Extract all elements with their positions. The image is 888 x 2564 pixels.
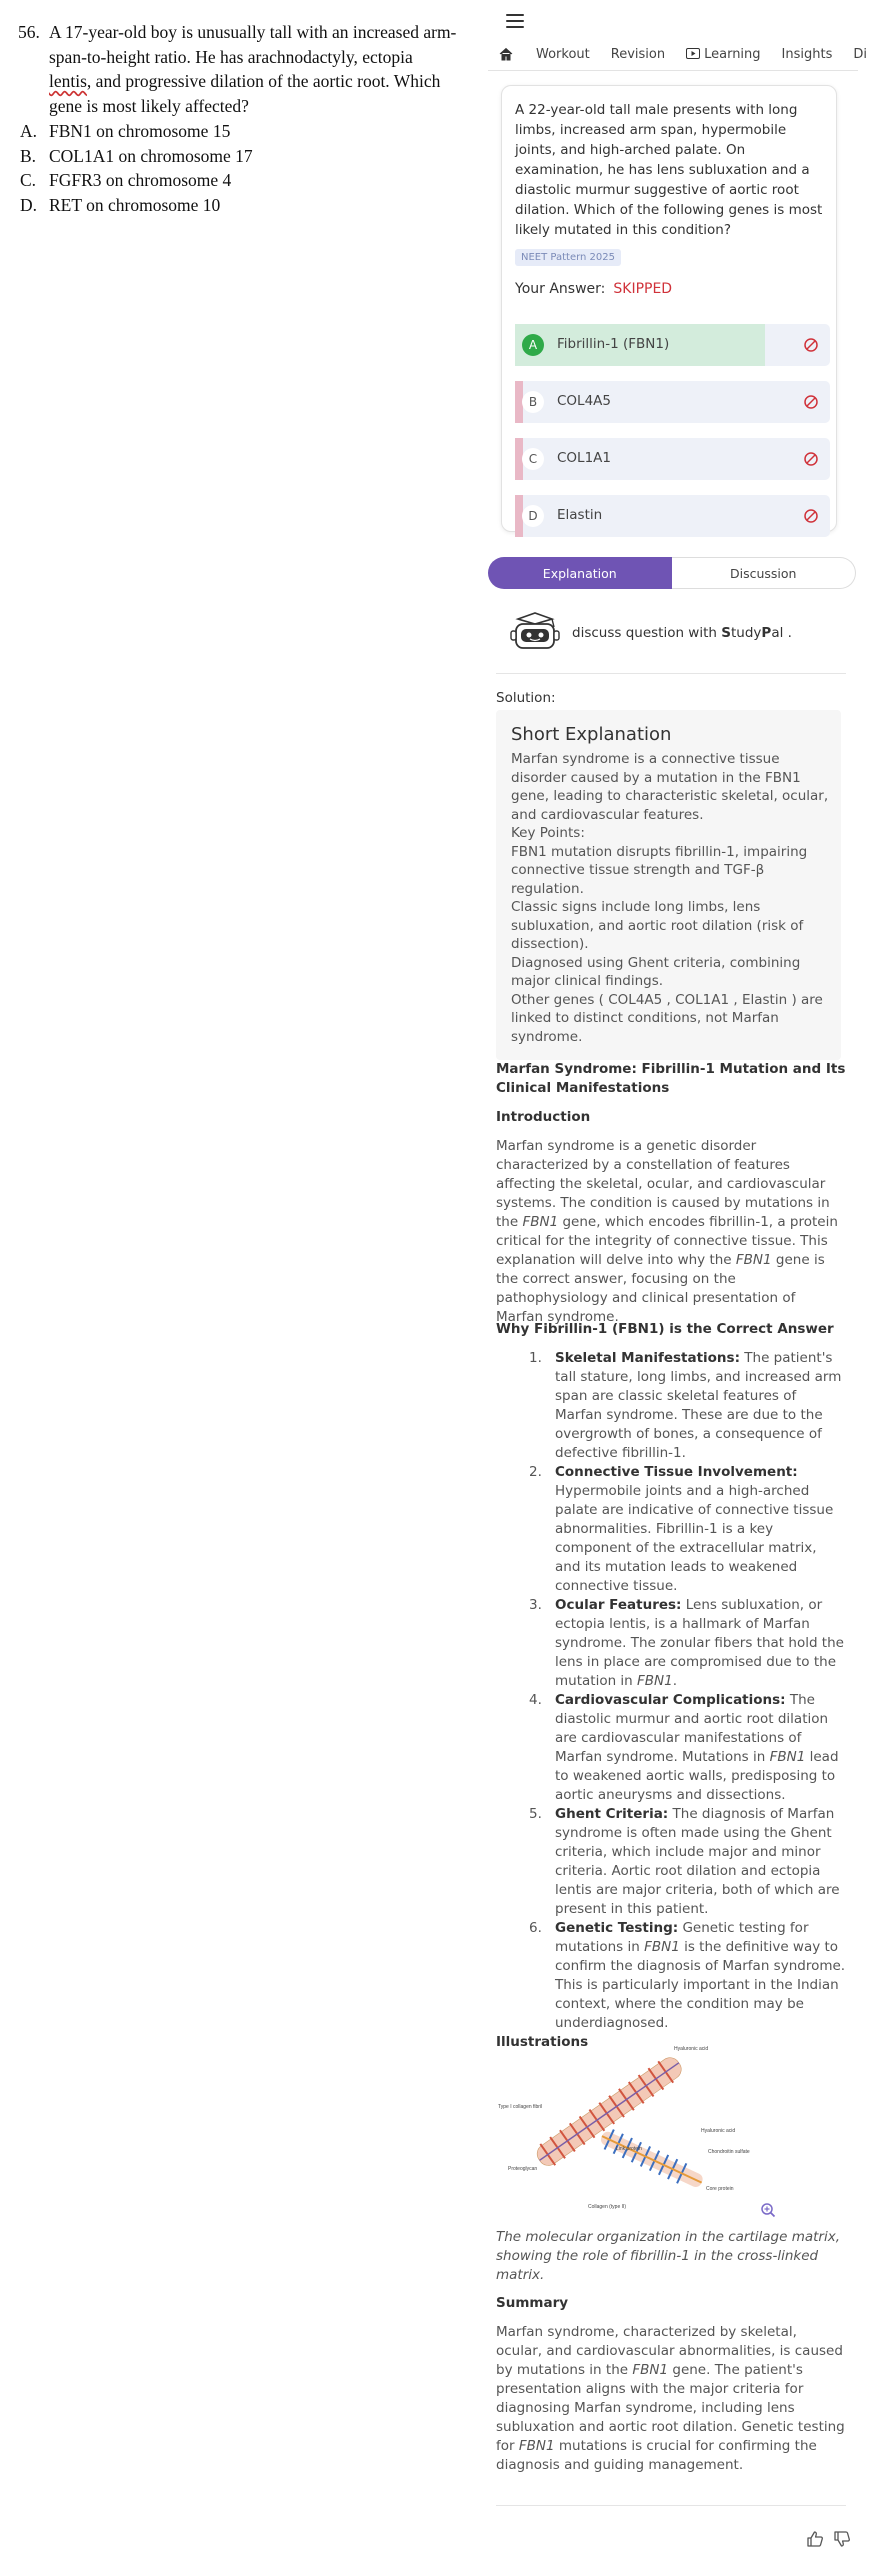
question-card xyxy=(501,85,837,532)
app-panel xyxy=(488,0,867,2564)
figure-caption: The molecular organization in the cartilage matrix, showing the role of fibrillin-1 in the cross-linked matrix. xyxy=(496,2229,840,2283)
exam-pattern-tag: NEET Pattern 2025 xyxy=(515,249,621,266)
nav-discuss[interactable]: Di xyxy=(853,46,867,62)
top-navbar xyxy=(488,40,888,68)
nav-revision[interactable]: Revision xyxy=(610,46,666,62)
option-a: A. FBN1 on chromosome 15 xyxy=(20,121,231,141)
short-explanation-title: Short Explanation xyxy=(511,724,672,745)
svg-text:Core protein: Core protein xyxy=(706,2186,734,2192)
question-stem xyxy=(18,20,458,118)
choice-label: COL4A5 xyxy=(557,393,611,409)
choice-a[interactable] xyxy=(515,324,830,366)
studypal-prompt[interactable]: discuss question with StudyPal . xyxy=(508,610,848,656)
zoom-icon[interactable] xyxy=(760,2202,776,2218)
thumbs-up-icon[interactable] xyxy=(806,2530,824,2548)
question-options xyxy=(20,119,253,217)
divider xyxy=(496,2505,846,2506)
why-list xyxy=(496,1349,846,2033)
cartilage-matrix-illustration xyxy=(496,2040,750,2220)
svg-text:Type I collagen fibril: Type I collagen fibril xyxy=(498,2104,543,2110)
choice-label: Elastin xyxy=(557,507,603,523)
your-answer: Your Answer: SKIPPED xyxy=(515,281,673,297)
answer-status: SKIPPED xyxy=(613,281,673,297)
choice-label: Fibrillin-1 (FBN1) xyxy=(557,336,670,352)
tab-discussion[interactable]: Discussion xyxy=(672,557,857,589)
why-item-2: 2. Connective Tissue Involvement: Hypermobile joints and a high-arched palate are indicative of connective tissue abnormalities. Fibrillin-1 is a key component of the extracellular matrix, and its mutation leads to weakened connective tissue. xyxy=(529,1464,834,1594)
question-card-text: A 22-year-old tall male presents with long limbs, increased arm span, hypermobile joints, and high-arched palate. On examination, he has lens subluxation and a diastolic murmur suggestive of aortic root dilation. Which of the following genes is most likely mutated in this condition? xyxy=(515,102,823,238)
eliminate-icon[interactable] xyxy=(803,394,819,410)
why-item-4: 4. Cardiovascular Complications: The diastolic murmur and aortic root dilation are cardiovascular manifestations of Marfan syndrome. Mutations in FBN1 lead to weakened aortic walls, predisposing to aortic aneurysms and dissections. xyxy=(529,1692,839,1803)
choice-d[interactable] xyxy=(515,495,830,537)
introduction-text: Marfan syndrome is a genetic disorder characterized by a constellation of features affecting the skeletal, ocular, and cardiovascular systems. The condition is caused by mutations in the FBN1 gene, which encodes fibrillin-1, a protein critical for the integrity of connective tissue. This explanation will delve into why the FBN1 gene is the correct answer, focusing on the pathophysiology and clinical presentation of Marfan syndrome. xyxy=(496,1138,838,1325)
svg-text:Hyaluronic acid: Hyaluronic acid xyxy=(674,2046,709,2052)
eliminate-icon[interactable] xyxy=(803,337,819,353)
eliminate-icon[interactable] xyxy=(803,451,819,467)
option-d: D. RET on chromosome 10 xyxy=(20,194,221,215)
solution-label: Solution: xyxy=(496,690,556,706)
article-title: Marfan Syndrome: Fibrillin-1 Mutation and Its Clinical Manifestations xyxy=(496,1061,846,1096)
navbar-divider xyxy=(488,70,858,71)
choice-badge: B xyxy=(522,391,544,413)
nav-workout[interactable]: Workout xyxy=(536,46,590,62)
why-item-6: 6. Genetic Testing: Genetic testing for mutations in FBN1 is the definitive way to confirm the diagnosis of Marfan syndrome. This is particularly important in the Indian context, where the condition may be underdiagnosed. xyxy=(529,1920,846,2031)
illustrations-heading: Illustrations xyxy=(496,2034,589,2050)
why-section xyxy=(496,1320,846,2052)
nav-insights[interactable]: Insights xyxy=(781,46,833,62)
summary-text: Marfan syndrome, characterized by skeletal, ocular, and cardiovascular abnormalities, is caused by mutations in the FBN1 gene. The patient's presentation aligns with the major criteria for diagnosing Marfan syndrome, including lens subluxation and aortic root dilation. Genetic testing for FBN1 mutations is crucial for confirming the diagnosis and guiding management. xyxy=(496,2324,845,2473)
svg-text:Chondroitin sulfate: Chondroitin sulfate xyxy=(708,2149,750,2155)
divider xyxy=(496,673,846,674)
choice-c[interactable] xyxy=(515,438,830,480)
summary-section xyxy=(496,2294,846,2475)
choice-label: COL1A1 xyxy=(557,450,611,466)
nav-learning[interactable]: Learning xyxy=(686,47,760,62)
short-explanation-box xyxy=(496,710,841,1060)
spellcheck-word: lentis xyxy=(49,71,87,91)
summary-heading: Summary xyxy=(496,2295,569,2311)
question-number: 56. xyxy=(18,22,40,42)
feedback-buttons xyxy=(806,2530,851,2548)
play-screen-icon xyxy=(686,48,700,60)
question-text-part1: A 17-year-old boy is unusually tall with an increased arm-span-to-height ratio. He has arachnodactyly, ectopia xyxy=(49,22,457,67)
home-icon[interactable] xyxy=(498,46,514,62)
choice-badge: C xyxy=(522,448,544,470)
why-heading: Why Fibrillin-1 (FBN1) is the Correct Answer xyxy=(496,1321,834,1337)
tab-explanation[interactable]: Explanation xyxy=(488,557,672,589)
why-item-3: 3. Ocular Features: Lens subluxation, or ectopia lentis, is a hallmark of Marfan syndrome. The zonular fibers that hold the lens in place are compromised due to the mutation in FBN1. xyxy=(529,1597,844,1689)
option-b: B. COL1A1 on chromosome 17 xyxy=(20,145,253,166)
introduction-section xyxy=(496,1108,846,1327)
svg-text:Link protein: Link protein xyxy=(616,2146,642,2152)
svg-text:Collagen (type II): Collagen (type II) xyxy=(588,2204,627,2210)
svg-text:Hyaluronic acid: Hyaluronic acid xyxy=(701,2128,736,2134)
choice-b[interactable] xyxy=(515,381,830,423)
option-c: C. FGFR3 on chromosome 4 xyxy=(20,170,232,190)
eliminate-icon[interactable] xyxy=(803,508,819,524)
robot-mascot-icon xyxy=(508,611,562,655)
explanation-tabs xyxy=(488,557,856,589)
introduction-heading: Introduction xyxy=(496,1109,591,1125)
svg-text:Proteoglycan: Proteoglycan xyxy=(508,2166,538,2172)
hamburger-menu-icon[interactable] xyxy=(506,14,524,28)
question-text-part2: , and progressive dilation of the aortic root. Which gene is most likely affected? xyxy=(49,71,441,116)
why-item-5: 5. Ghent Criteria: The diagnosis of Marfan syndrome is often made using the Ghent criteria, which include major and minor criteria. Aortic root dilation and ectopia lentis are major criteria, both of which are present in this patient. xyxy=(529,1806,840,1917)
thumbs-down-icon[interactable] xyxy=(833,2530,851,2548)
why-item-1: 1. Skeletal Manifestations: The patient's tall stature, long limbs, and increased arm span are classic skeletal features of Marfan syndrome. These are due to the overgrowth of bones, a consequence of defective fibrillin-1. xyxy=(529,1350,842,1461)
choice-badge: D xyxy=(522,505,544,527)
choice-badge: A xyxy=(522,334,544,356)
short-explanation-body: Marfan syndrome is a connective tissue disorder caused by a mutation in the FBN1 gene, leading to characteristic skeletal, ocular, and cardiovascular features. Key Points: FBN1 mutation disrupts fibrillin-1, impairing connective tissue strength and TGF-β regulation. Classic signs include long limbs, lens subluxation, and aortic root dilation (risk of dissection). Diagnosed using Ghent criteria, combining major clinical findings. Other genes ( COL4A5 , COL1A1 , Elastin ) are linked to distinct conditions, not Marfan syndrome. xyxy=(511,751,829,1045)
